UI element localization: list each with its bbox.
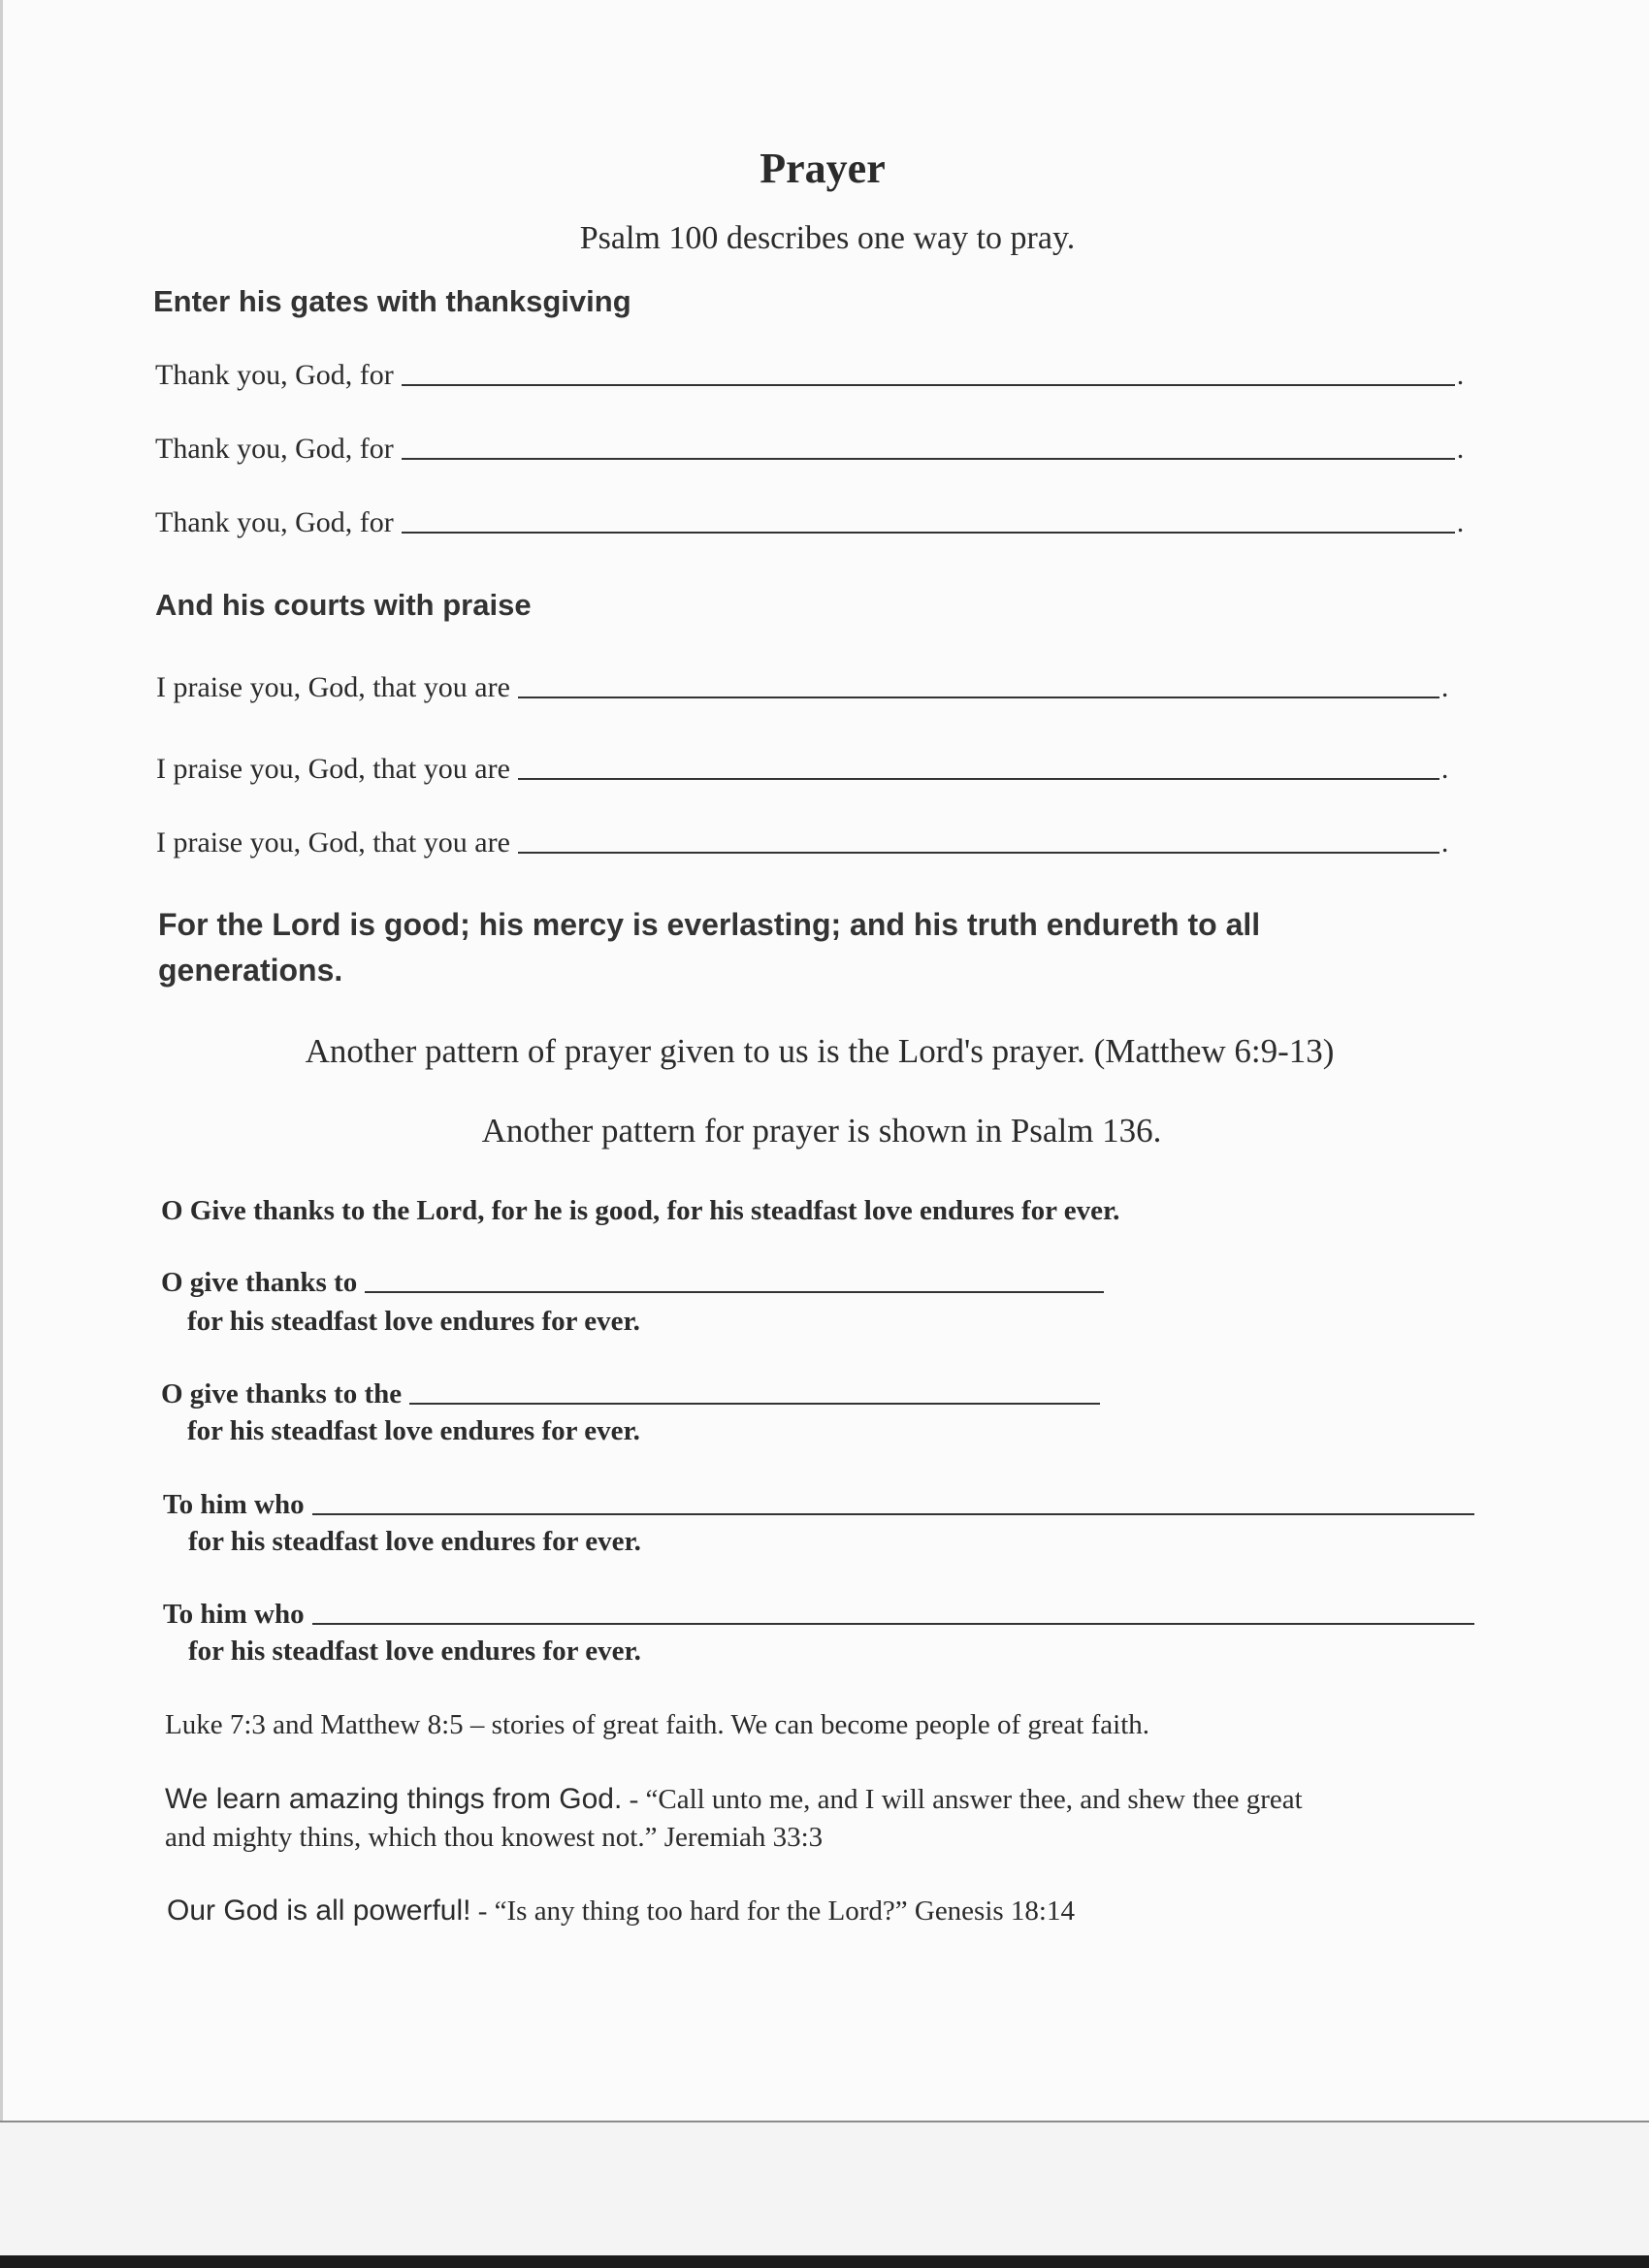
lords-prayer-pattern: Another pattern of prayer given to us is the Lord's prayer. (Matthew 6:9-13) [305, 1032, 1335, 1070]
fill-in-blank[interactable] [402, 384, 1455, 386]
thanks-line-3 [155, 506, 1464, 539]
period: . [1456, 506, 1465, 538]
fill-in-blank[interactable] [312, 1513, 1474, 1515]
page-title: Prayer [760, 145, 886, 192]
faith-note: Luke 7:3 and Matthew 8:5 – stories of great faith. We can become people of great faith. [165, 1709, 1149, 1740]
period: . [1440, 753, 1449, 785]
psalm-136-pattern: Another pattern for prayer is shown in Psalm 136. [481, 1112, 1162, 1150]
section-heading-goodness-1: For the Lord is good; his mercy is everlasting; and his truth endureth to all [158, 907, 1261, 942]
section-heading-goodness-2: generations. [158, 953, 343, 988]
psalm-refrain: for his steadfast love endures for ever. [187, 1415, 640, 1446]
thanks-prompt: Thank you, God, for [155, 506, 394, 538]
fill-in-blank[interactable] [312, 1623, 1474, 1625]
thanks-line-1 [155, 359, 1464, 392]
praise-prompt: I praise you, God, that you are [156, 826, 510, 859]
section-heading-praise: And his courts with praise [155, 588, 532, 622]
psalm-prompt: To him who [163, 1489, 305, 1520]
fill-in-blank[interactable] [409, 1403, 1100, 1405]
learn-note-line-1 [165, 1783, 1303, 1816]
thanks-prompt: Thank you, God, for [155, 433, 394, 465]
page-subtitle: Psalm 100 describes one way to pray. [579, 220, 1076, 256]
power-note-quote: - “Is any thing too hard for the Lord?” Genesis 18:14 [470, 1895, 1075, 1927]
power-note-lead: Our God is all powerful! [167, 1895, 471, 1927]
learn-note-lead: We learn amazing things from God. [165, 1783, 623, 1815]
psalm-line-4 [163, 1599, 1474, 1631]
thanks-prompt: Thank you, God, for [155, 359, 394, 391]
learn-note-quote: - “Call unto me, and I will answer thee, and shew thee great [622, 1784, 1303, 1815]
praise-line-2 [156, 753, 1448, 786]
fill-in-blank[interactable] [402, 532, 1455, 534]
section-heading-thanksgiving: Enter his gates with thanksgiving [153, 284, 631, 318]
fill-in-blank[interactable] [365, 1291, 1104, 1293]
praise-line-3 [156, 826, 1448, 859]
period: . [1440, 826, 1449, 859]
period: . [1456, 433, 1465, 465]
psalm-prompt: To him who [163, 1599, 305, 1630]
period: . [1456, 359, 1465, 391]
scanner-lower-sheet [0, 2121, 1649, 2255]
psalm-refrain: for his steadfast love endures for ever. [188, 1526, 641, 1557]
period: . [1440, 671, 1449, 703]
psalm-prompt: O give thanks to [161, 1267, 358, 1298]
psalm-prompt: O give thanks to the [161, 1378, 403, 1409]
fill-in-blank[interactable] [518, 778, 1439, 780]
fill-in-blank[interactable] [518, 697, 1439, 698]
thanks-line-2 [155, 433, 1464, 466]
praise-prompt: I praise you, God, that you are [156, 671, 510, 703]
psalm-line-1 [161, 1267, 1104, 1299]
power-note [167, 1895, 1075, 1928]
learn-note-line-2: and mighty thins, which thou knowest not.” Jeremiah 33:3 [165, 1822, 824, 1853]
psalm-refrain: for his steadfast love endures for ever. [187, 1306, 640, 1337]
psalm-refrain: for his steadfast love endures for ever. [188, 1636, 641, 1667]
fill-in-blank[interactable] [518, 852, 1439, 854]
praise-line-1 [156, 671, 1448, 704]
fill-in-blank[interactable] [402, 458, 1455, 460]
psalm-line-3 [163, 1489, 1474, 1521]
praise-prompt: I praise you, God, that you are [156, 753, 510, 785]
psalm-136-intro: O Give thanks to the Lord, for he is good, for his steadfast love endures for ever. [161, 1195, 1120, 1226]
psalm-line-2 [161, 1378, 1100, 1410]
